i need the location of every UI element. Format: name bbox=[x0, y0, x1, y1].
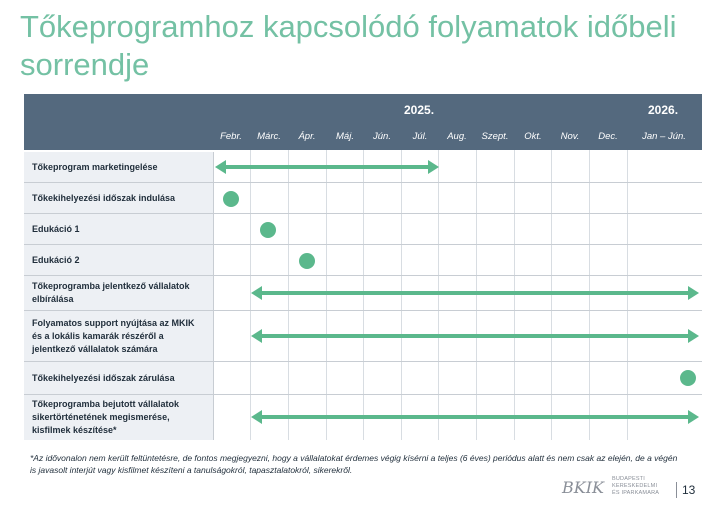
month-header-cell: Júl. bbox=[412, 131, 428, 142]
month-header-cell: Aug. bbox=[447, 131, 467, 142]
row-label: Tőkekihelyezési időszak zárulása bbox=[24, 362, 214, 394]
logo-line: KERESKEDELMI bbox=[612, 483, 658, 489]
month-header-cell: Máj. bbox=[336, 131, 354, 142]
timeline-row bbox=[24, 183, 702, 214]
page-number: 13 bbox=[682, 483, 696, 497]
month-header-cell: Nov. bbox=[560, 131, 580, 142]
span-arrow bbox=[260, 334, 690, 338]
month-header-cell: Jún. bbox=[373, 131, 391, 142]
timeline-row bbox=[24, 362, 702, 395]
row-label: Edukáció 2 bbox=[24, 245, 214, 275]
chamber-logo bbox=[562, 474, 674, 504]
month-header-cell: Márc. bbox=[257, 131, 281, 142]
timeline-row bbox=[24, 276, 702, 311]
logo-line: BUDAPESTI bbox=[612, 476, 645, 482]
timeline-row bbox=[24, 311, 702, 362]
month-header bbox=[24, 126, 702, 150]
row-label: Tőkeprogramba bejutott vállalatok sikertörténetének megismerése, kisfilmek készítése* bbox=[24, 395, 214, 440]
row-label: Tőkeprogramba jelentkező vállalatok elbírálása bbox=[24, 276, 214, 310]
logo-text bbox=[612, 476, 659, 497]
milestone-dot bbox=[260, 222, 276, 238]
month-header-cell: Dec. bbox=[598, 131, 618, 142]
year-header bbox=[24, 94, 702, 126]
month-header-cell: Febr. bbox=[220, 131, 242, 142]
span-arrow bbox=[260, 415, 690, 419]
row-label: Folyamatos support nyújtása az MKIK és a lokális kamarák részéről a jelentkező vállalatok számára bbox=[24, 311, 214, 361]
logo-line: ÉS IPARKAMARA bbox=[612, 490, 660, 496]
footnote: *Az idővonalon nem került feltüntetésre, de fontos megjegyezni, hogy a vállalatokat érdemes végig kísérni a teljes (6 éves) periódus alatt és nem csak az elején, de a végén is javasolt interjút vagy kisfilmet készíteni a tanulságokról, tapasztalatokról, sikerekről. bbox=[30, 453, 678, 475]
milestone-dot bbox=[223, 191, 239, 207]
page-title: Tőkeprogramhoz kapcsolódó folyamatok időbeli sorrendje bbox=[20, 9, 677, 82]
month-header-cell: Ápr. bbox=[298, 131, 316, 142]
year-2026: 2026. bbox=[648, 103, 679, 117]
timeline-row bbox=[24, 214, 702, 245]
month-header-cell: Jan – Jún. bbox=[642, 131, 686, 142]
row-label: Edukáció 1 bbox=[24, 214, 214, 244]
timeline-row bbox=[24, 152, 702, 183]
milestone-dot bbox=[299, 253, 315, 269]
divider bbox=[676, 482, 677, 498]
timeline-row bbox=[24, 245, 702, 276]
span-arrow bbox=[224, 165, 430, 169]
row-label: Tőkekihelyezési időszak indulása bbox=[24, 183, 214, 213]
milestone-dot bbox=[680, 370, 696, 386]
timeline-chart bbox=[24, 94, 702, 440]
timeline-row bbox=[24, 395, 702, 440]
month-header-cell: Szept. bbox=[481, 131, 509, 142]
row-label: Tőkeprogram marketingelése bbox=[24, 152, 214, 182]
month-header-cell: Okt. bbox=[524, 131, 542, 142]
logo-mark: BKIK bbox=[562, 478, 604, 497]
span-arrow bbox=[260, 291, 690, 295]
year-2025: 2025. bbox=[404, 103, 435, 117]
